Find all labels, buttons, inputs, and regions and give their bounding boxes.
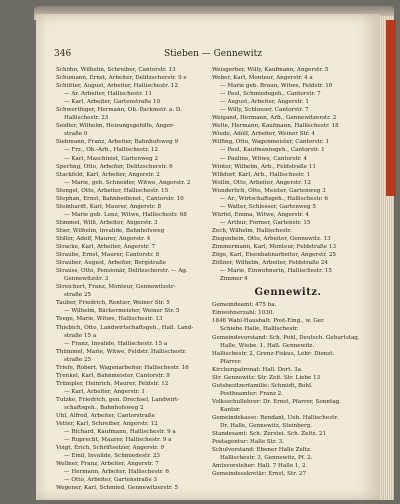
directory-entry: schaftsgeh., Bahnhofsweg 2: [64, 404, 144, 411]
directory-entry: — Ar., Wirtschaftsgeh., Hallischestr. 6: [220, 195, 328, 202]
directory-entry: Zöllner, Wilhelm, Arbeiter, Feldstraße 24: [212, 260, 329, 267]
directory-entry: Trümpler, Heinrich, Maurer, Feldstr. 12: [56, 380, 169, 387]
directory-entry: Zimmer 4: [220, 276, 248, 283]
directory-entry: — Wilhelm, Bäckermeister, Weiner Str. 5: [64, 308, 180, 315]
directory-entry: Stephan, Ernst, Bahnbedienst., Cantorstr. 10: [56, 195, 184, 202]
directory-entry: Wunderlich, Otto, Meister, Gartenweg 3: [212, 187, 326, 194]
directory-entry: Schumann, Ernst, Arbeiter, Delitzscherstr. 9 e: [56, 75, 187, 82]
directory-entry: Amtsvorsteher: Hall. 7 Halle 1, 2.: [212, 463, 308, 470]
directory-entry: straße 25: [64, 356, 92, 363]
directory-entry: Schütter, August, Arbeiter, Hallischestr. 12: [56, 83, 179, 90]
directory-entry: Straube, Ernst, Maurer, Cantorstr. 8: [56, 252, 160, 259]
directory-entry: Trenkel, Karl, Bahnmeister, Cantorstr. 9: [56, 372, 170, 379]
directory-entry: Wollin, Otto, Arbeiter, Angerstr. 12: [212, 179, 311, 186]
running-title: Stieben — Gennewitz: [164, 49, 262, 59]
directory-entry: — Emil, Invalide, Schmiedestr. 23: [64, 453, 160, 460]
directory-entry: straße 25: [64, 292, 92, 299]
directory-entry: Ziegenbein, Otto, Arbeiter, Gennewitz. 13: [212, 235, 331, 242]
directory-entry: Strauss, Otto, Pensionär, Delitzscherstr. — Ag.: [56, 268, 188, 275]
directory-entry: Dr. Halle, Gennewitz, Steinberg.: [220, 423, 313, 430]
directory-entry: Halle, Wiebe. 1, Hall. Gennewitz.: [220, 342, 315, 349]
directory-entry: Gemeindeamt: 475 ha.: [212, 302, 277, 309]
directory-entry: Stimmel, Willi, Arbeiter, Angerstr. 3: [56, 219, 158, 226]
directory-entry: Zech, Wilhelm, Hallischestr.: [212, 227, 292, 234]
running-head: [54, 49, 372, 61]
directory-entry: Siebmann, Franz, Arbeiter, Bahnhofsweg 9: [56, 139, 179, 146]
directory-entry: — Frz., Ob.-Arb., Hallischestr. 12: [64, 147, 159, 154]
directory-entry: Weigand, Hermann, Arb., Gennewitzerstr. 2: [212, 115, 337, 122]
directory-entry: — August, Arbeiter, Angerstr. 1: [220, 99, 309, 106]
directory-entry: Wißdorf, Karl, Arb., Hallischestr. 1: [212, 171, 311, 178]
directory-entry: Hallischestr. 23: [64, 115, 109, 122]
directory-entry: — Franz, Invalide, Hallischestr. 15 a: [64, 340, 168, 347]
right-column-entries: [212, 66, 364, 283]
directory-entry: — Marie, Einwohnerin, Hallischestr. 15: [220, 268, 332, 275]
directory-entry: Gutsbesitzerfamilie: Schmidt, Bohl.: [212, 382, 313, 389]
directory-entry: Kirchenpatronat: Hall. Dort. 3a.: [212, 366, 303, 373]
directory-entry: — Marie geb. Lenz, Witwe, Hallischestr. 68: [64, 211, 187, 218]
directory-entry: Thümmel, Marie, Witwe, Feldstr. Hallischestr.: [56, 348, 187, 355]
directory-entry: Standesamt: Sch. Zerstei. Sch. Zeltz. 21: [212, 431, 327, 438]
directory-entry: Zimmermann, Karl, Monteur, Feldstraße 13: [212, 244, 337, 251]
directory-entry: — Richard, Kaufmann, Hallischestr. 9 a: [64, 429, 176, 436]
directory-entry: Stackfeld, Karl, Arbeiter, Angerstr. 2: [56, 171, 160, 178]
directory-entry: Winter, Wilhelm, Arb., Feldstraße 11: [212, 163, 316, 170]
town-heading: Gennewitz.: [254, 287, 322, 299]
directory-entry: — Willy, Schlosser, Cantorstr. 7: [220, 107, 309, 114]
directory-entry: straße 6: [64, 131, 88, 138]
directory-entry: Stracke, Karl, Arbeiter, Angerstr. 7: [56, 244, 156, 251]
directory-entry: Zöge, Karl, Eisenbahnarbeiter, Angerstr. 25: [212, 252, 336, 259]
directory-entry: Schöhn, Wilhelm, Schreiber, Cantorstr. 13: [56, 67, 176, 73]
directory-entry: Gemeindevorstand: Sch. Pohl, Deutsch. Geburtstag,: [212, 334, 360, 341]
directory-entry: Tutzke, Friedrich, gen. Drechsel, Landwirt-: [56, 396, 180, 403]
directory-entry: Hallischestr. 2, Grenz-Fiskus, Lehr- Dienst.: [212, 350, 335, 357]
directory-entry: — Paul, Kaufmannsgeh., Cantorstr. 1: [220, 147, 325, 154]
town-info-entries: [212, 301, 364, 478]
directory-entry: — Hermann, Arbeiter, Hallischestr. 6: [64, 469, 169, 476]
directory-entry: Kantor.: [220, 406, 241, 413]
directory-entry: Einwohnerzahl: 1030.: [212, 310, 275, 317]
directory-entry: — Arthur, Former, Gartenstr. 15: [220, 219, 311, 226]
directory-entry: Uhl, Alfred, Arbeiter, Cantorstraße: [56, 413, 155, 420]
directory-entry: — Marie, geb. Schneider, Witwe, Angerstr. 2: [64, 179, 191, 186]
directory-entry: — Walter, Schlosser, Gartenweg 5: [220, 203, 316, 210]
directory-entry: Schiebe Halle, Hallischestr.: [220, 326, 299, 333]
directory-entry: Postagentur: Halle Str. 3.: [212, 439, 284, 446]
directory-entry: Volksschullehrer: Dr. Ernst, Pfarrer, Sonntag.: [212, 398, 341, 405]
directory-entry: — Karl, Maschinist, Gartenweg 2: [64, 155, 159, 162]
directory-entry: straße 15 a: [64, 332, 97, 339]
directory-entry: Gemeindekasse: Rendant, Ueb. Hallischestr.: [212, 414, 339, 421]
directory-entry: Wegener, Karl, Schmied, Gennewitzerstr. 5: [56, 485, 179, 492]
directory-entry: Streichert, Franz, Monteur, Gennewitzstr-: [56, 284, 176, 291]
directory-entry: Schulvorstand: Ebener Halle Zeltz.: [212, 447, 312, 454]
directory-entry: Welte, Hermann, Kaufmann, Hallischestr. 18: [212, 123, 339, 130]
directory-entry: Thiebich, Otto, Landwirtschaftsgeh., Hall. Land-: [56, 324, 194, 331]
red-page-marker: [386, 20, 396, 196]
directory-entry: Tauber, Friedrich, Rentier, Weiner Str. 5: [56, 300, 170, 307]
directory-entry: — Marie geb. Braun, Witwe, Feldstr. 10: [220, 83, 333, 90]
directory-entry: — Paul, Schmiedegeh., Cantorstr. 7: [220, 91, 321, 98]
directory-entry: Stiller, Adolf, Maurer, Angerstr. 4: [56, 235, 151, 242]
directory-entry: — Otto, Arbeiter, Gartenstraße 3: [64, 477, 158, 484]
directory-entry: Weber, Karl, Monteur, Angerstr. 4 a: [212, 75, 313, 82]
directory-entry: Voigt, Erich, Schriftsetzer, Angerstr. 9: [56, 445, 165, 452]
directory-entry: Weisgerber, Willy, Kaufmann, Angerstr. 5: [212, 67, 329, 73]
directory-entry: Würfel, Emma, Witwe, Angerstr. 4: [212, 211, 309, 218]
directory-entry: Wilfing, Otto, Wagenmeister, Cantorstr. 1: [212, 139, 330, 146]
directory-entry: Steinhardt, Karl, Maurer, Angerstr. 8: [56, 203, 162, 210]
directory-entry: Schwertfeger, Hermann, Ob.-Packmstr. a. D.: [56, 107, 182, 114]
directory-entry: — Ruprecht, Maurer, Hallischestr. 9 a: [64, 437, 172, 444]
left-column: [56, 66, 208, 492]
directory-entry: Str. Gennewitz: Str. Zeit. Str. Liebe 13: [212, 374, 321, 381]
directory-entry: Strauber, August, Arbeiter, Bergstraße: [56, 260, 167, 267]
directory-entry: Wellner, Franz, Arbeiter, Angerstr. 7: [56, 461, 159, 468]
directory-entry: — Karl, Arbeiter, Gartenstraße 10: [64, 99, 161, 106]
directory-entry: Gennewitzstr. 3: [64, 276, 109, 283]
directory-entry: Hallischestr. 3, Gennewitz, Pf. 2.: [220, 455, 313, 462]
directory-entry: Gemeindesekretär: Ernst, Str. 27: [212, 471, 306, 478]
directory-entry: — Ar. Arbeiter, Hallischestr. 11: [64, 91, 152, 98]
directory-entry: Vetter, Karl, Schreiber, Angerstr. 12: [56, 421, 158, 428]
directory-entry: Sperling, Otto, Arbeiter, Delitzscherstr. 6: [56, 163, 173, 170]
page-number: 346: [54, 49, 72, 59]
directory-entry: Postbeamter: Franz 2.: [220, 390, 284, 397]
directory-entry: Triefe, Robert, Wagenarbeiter, Hallischestr. 16: [56, 364, 189, 371]
directory-entry: Stengel, Otto, Arbeiter, Hallischestr. 15: [56, 187, 169, 194]
directory-entry: Pfarrer.: [220, 358, 242, 365]
directory-entry: — Karl, Arbeiter, Angerstr. 1: [64, 388, 145, 395]
directory-entry: Wiede, Adolf, Arbeiter, Weiner Str. 4: [212, 131, 315, 138]
directory-entry: — Pauline, Witwe, Cantorstr. 4: [220, 155, 308, 162]
directory-entry: Teege, Marie, Witwe, Hallischestr. 13: [56, 316, 163, 323]
directory-entry: 1846 Wahl-Haushalt: Post-Eing., w. Ger.: [212, 318, 325, 325]
directory-entry: Stier, Wilhelm, Invalide, Bahnhofsweg: [56, 227, 165, 234]
right-column: [212, 66, 364, 478]
directory-entry: Seidler, Wilhelm, Heizungsgehilfe, Anger-: [56, 123, 175, 130]
